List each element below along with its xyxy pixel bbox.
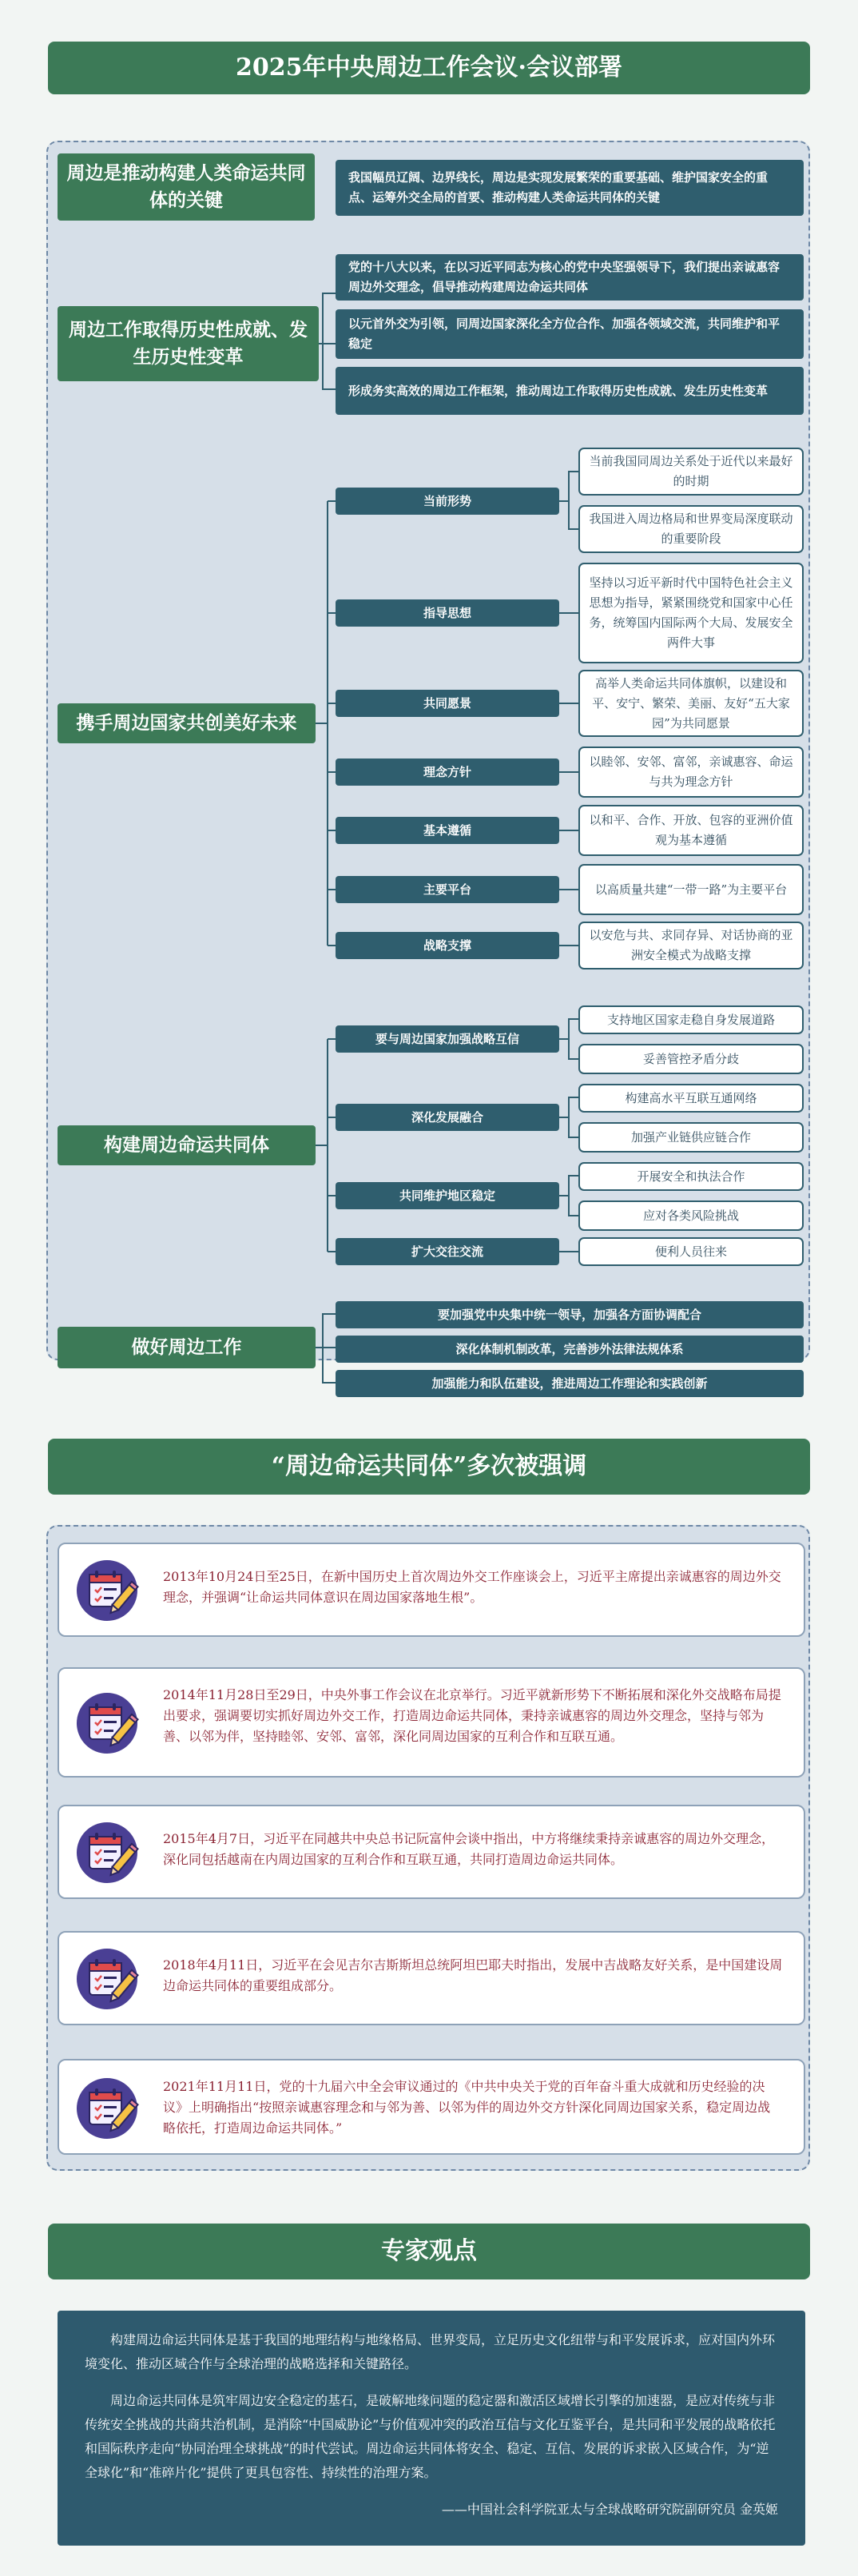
expert-title: 专家观点 (48, 2224, 810, 2279)
regional-stability-item: 应对各类风险挑战 (578, 1200, 804, 1231)
topic-strategic-trust: 要与周边国家加强战略互信 (336, 1025, 559, 1053)
topic-principles: 理念方针 (336, 758, 559, 786)
achievement-item: 党的十八大以来，在以习近平同志为核心的党中央坚强领导下，我们提出亲诚惠容周边外交理念，倡导推动构建周边命运共同体 (336, 254, 804, 301)
neighbor-work-item: 加强能力和队伍建设，推进周边工作理论和实践创新 (336, 1370, 804, 1397)
timeline-card (58, 1931, 805, 2025)
calendar-pencil-icon (75, 1559, 139, 1622)
achievement-item: 形成务实高效的周边工作框架，推动周边工作取得历史性成就、发生历史性变革 (336, 367, 804, 415)
event-text: 2015年4月7日，习近平在同越共中央总书记阮富仲会谈中指出，中方将继续秉持亲诚惠容的周边外交理念，深化同包括越南在内周边国家的互利合作和互联互通，共同打造周边命运共同体。 (163, 1831, 775, 1867)
expert-opinion-box (58, 2311, 805, 2546)
section-label-key-role: 周边是推动构建人类命运共同体的关键 (58, 153, 315, 221)
exchanges-item: 便利人员往来 (578, 1237, 804, 1266)
calendar-pencil-icon (75, 1947, 139, 2011)
topic-development-integration: 深化发展融合 (336, 1104, 559, 1131)
shared-vision-item: 高举人类命运共同体旗帜，以建设和平、安宁、繁荣、美丽、友好“五大家园”为共同愿景 (578, 670, 804, 737)
neighbor-work-item: 要加强党中央集中统一领导，加强各方面协调配合 (336, 1301, 804, 1328)
principles-item: 以睦邻、安邻、富邻，亲诚惠容、命运与共为理念方针 (578, 747, 804, 798)
regional-stability-item: 开展安全和执法合作 (578, 1162, 804, 1191)
strategic-trust-item: 妥善管控矛盾分歧 (578, 1044, 804, 1074)
basic-guidance-item: 以和平、合作、开放、包容的亚洲价值观为基本遵循 (578, 805, 804, 856)
expert-paragraph: 构建周边命运共同体是基于我国的地理结构与地缘格局、世界变局，立足历史文化纽带与和平发展诉求，应对国内外环境变化、推动区域合作与全球治理的战略选择和关键路径。 (85, 2332, 776, 2371)
page-title: 2025年中央周边工作会议·会议部署 (48, 42, 810, 94)
topic-main-platform: 主要平台 (336, 876, 559, 903)
development-integration-item: 构建高水平互联互通网络 (578, 1084, 804, 1113)
section-label-achievements: 周边工作取得历史性成就、发生历史性变革 (58, 306, 319, 381)
achievement-item: 以元首外交为引领，同周边国家深化全方位合作、加强各领域交流，共同维护和平稳定 (336, 309, 804, 359)
timeline-card (58, 1805, 805, 1899)
strategic-support-item: 以安危与共、求同存异、对话协商的亚洲安全模式为战略支撑 (578, 922, 804, 969)
topic-exchanges: 扩大交往交流 (336, 1238, 559, 1265)
timeline-card (58, 2059, 805, 2155)
section-label-neighbor-work: 做好周边工作 (58, 1327, 316, 1368)
topic-regional-stability: 共同维护地区稳定 (336, 1182, 559, 1209)
event-text: 2021年11月11日，党的十九届六中全会审议通过的《中共中央关于党的百年奋斗重大成就和历史经验的决议》上明确指出“按照亲诚惠容理念和与邻为善、以邻为伴的周边外交方针深化同周边国家关系，稳定周边战略依托，打造周边命运共同体。” (163, 2079, 771, 2136)
calendar-pencil-icon (75, 1691, 139, 1755)
expert-paragraph: 周边命运共同体是筑牢周边安全稳定的基石，是破解地缘问题的稳定器和激活区域增长引擎的加速器，是应对传统与非传统安全挑战的共商共治机制，是消除“中国威胁论”与价值观冲突的政治互信与文化互鉴平台，是共同和平发展的战略依托和国际秩序走向“协同治理全球挑战”的时代尝试。周边命运共同体将安全、稳定、互信、发展的诉求嵌入区域合作，为“逆全球化”和“准碎片化”提供了更具包容性、持续性的治理方案。 (85, 2393, 776, 2480)
timeline-card (58, 1667, 805, 1778)
topic-guiding-thought: 指导思想 (336, 599, 559, 627)
development-integration-item: 加强产业链供应链合作 (578, 1122, 804, 1153)
topic-basic-guidance: 基本遵循 (336, 817, 559, 844)
topic-current-situation: 当前形势 (336, 488, 559, 515)
section-label-shared-future: 携手周边国家共创美好未来 (58, 703, 316, 743)
timeline-card (58, 1543, 805, 1637)
guiding-thought-item: 坚持以习近平新时代中国特色社会主义思想为指导，紧紧围绕党和国家中心任务，统筹国内国际两个大局、发展安全两件大事 (578, 563, 804, 663)
topic-shared-vision: 共同愿景 (336, 690, 559, 717)
section-label-community: 构建周边命运共同体 (58, 1125, 316, 1165)
timeline-title: “周边命运共同体”多次被强调 (48, 1439, 810, 1495)
situation-item: 当前我国同周边关系处于近代以来最好的时期 (578, 448, 804, 496)
calendar-pencil-icon (75, 1821, 139, 1885)
neighbor-work-item: 深化体制机制改革，完善涉外法律法规体系 (336, 1336, 804, 1363)
strategic-trust-item: 支持地区国家走稳自身发展道路 (578, 1005, 804, 1034)
calendar-pencil-icon (75, 2076, 139, 2140)
main-platform-item: 以高质量共建“一带一路”为主要平台 (578, 864, 804, 915)
key-role-item: 我国幅员辽阔、边界线长，周边是实现发展繁荣的重要基础、维护国家安全的重点、运筹外交全局的首要、推动构建人类命运共同体的关键 (336, 160, 804, 216)
situation-item: 我国进入周边格局和世界变局深度联动的重要阶段 (578, 505, 804, 553)
expert-signature: ——中国社会科学院亚太与全球战略研究院副研究员 金英姬 (441, 2502, 778, 2517)
event-text: 2013年10月24日至25日，在新中国历史上首次周边外交工作座谈会上，习近平主席提出亲诚惠容的周边外交理念，并强调“让命运共同体意识在周边国家落地生根”。 (163, 1569, 781, 1605)
topic-strategic-support: 战略支撑 (336, 932, 559, 959)
event-text: 2014年11月28日至29日，中央外事工作会议在北京举行。习近平就新形势下不断拓展和深化外交战略布局提出要求，强调要切实抓好周边外交工作，打造周边命运共同体，秉持亲诚惠容的周边外交理念，坚持与邻为善、以邻为伴，坚持睦邻、安邻、富邻，深化同周边国家的互利合作和互联互通。 (163, 1687, 781, 1744)
event-text: 2018年4月11日，习近平在会见吉尔吉斯斯坦总统阿坦巴耶夫时指出，发展中吉战略友好关系，是中国建设周边命运共同体的重要组成部分。 (163, 1957, 783, 1993)
